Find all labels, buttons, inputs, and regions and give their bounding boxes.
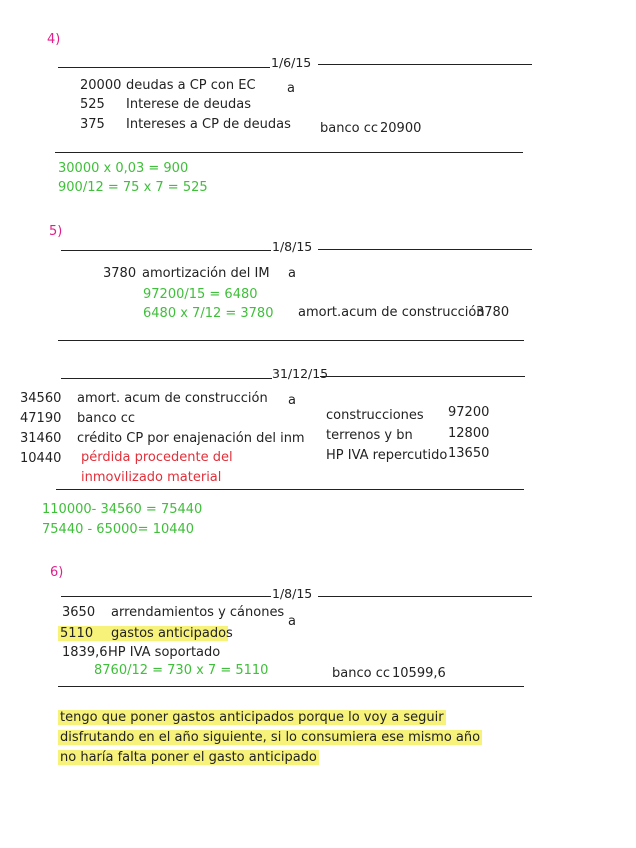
entry-5b-debit-amount: 47190	[20, 411, 62, 426]
entry-4-debit-account: Interese de deudas	[126, 97, 251, 112]
entry-5-footer-line	[58, 340, 524, 341]
entry-5b-footer-line	[56, 489, 524, 490]
entry-6-debit-account: HP IVA soportado	[108, 645, 221, 660]
entry-4-calc: 30000 x 0,03 = 900	[58, 161, 189, 176]
entry-6-calc: 8760/12 = 730 x 7 = 5110	[94, 663, 269, 678]
entry-4-debit-amount: 20000	[80, 78, 122, 93]
entry-6-debit-amount: 3650	[62, 605, 96, 620]
entry-5-debit-account: amortización del IM	[142, 266, 270, 281]
entry-6-note-line: tengo que poner gastos anticipados porque lo voy a seguir	[60, 710, 444, 725]
entry-5b-debit-account: banco cc	[77, 411, 135, 426]
entry-6-debit-amount: 1839,6	[62, 645, 108, 660]
entry-4-date: 1/6/15	[271, 55, 312, 70]
entry-5b-header-line-left	[61, 378, 272, 379]
entry-6-debit-amount: 5110	[60, 626, 94, 641]
entry-5b-debit-amount: 34560	[20, 391, 62, 406]
entry-6-number: 6)	[50, 565, 64, 580]
entry-6-header-line-left	[61, 596, 271, 597]
entry-6-note-line: no haría falta poner el gasto anticipado	[60, 750, 317, 765]
entry-5-date: 1/8/15	[272, 239, 313, 254]
entry-5b-credit-amount: 97200	[448, 405, 490, 420]
entry-5b-debit-account: crédito CP por enajenación del inm	[77, 431, 305, 446]
entry-6-credit-amount: 10599,6	[392, 666, 446, 681]
entry-6-debit-account: gastos anticipados	[111, 626, 233, 641]
entry-5-debit-amount: 3780	[103, 266, 137, 281]
entry-6-date: 1/8/15	[272, 586, 313, 601]
entry-5b-debit-account-red: inmovilizado material	[81, 470, 222, 485]
entry-4-debit-account: deudas a CP con EC	[126, 78, 256, 93]
entry-4-debit-amount: 375	[80, 117, 105, 132]
entry-5b-credit-amount: 12800	[448, 426, 490, 441]
entry-4-credit-amount: 20900	[380, 121, 422, 136]
entry-5b-a: a	[288, 393, 296, 408]
entry-5-header-line-left	[61, 250, 271, 251]
entry-5-calc: 6480 x 7/12 = 3780	[143, 306, 274, 321]
entry-5b-calc: 110000- 34560 = 75440	[42, 502, 203, 517]
entry-5-number: 5)	[49, 224, 63, 239]
entry-4-header-line-left	[58, 67, 270, 68]
entry-5b-credit-account: terrenos y bn	[326, 428, 413, 443]
entry-6-note-line: disfrutando en el año siguiente, si lo consumiera ese mismo año	[60, 730, 481, 745]
entry-5-a: a	[288, 266, 296, 281]
entry-6-credit-account: banco cc	[332, 666, 390, 681]
entry-6-highlighted-row	[58, 626, 233, 641]
entry-5-credit-amount: 3780	[476, 305, 510, 320]
entry-5-credit-account: amort.acum de construcción	[298, 305, 485, 320]
entry-6-header-line-right	[318, 596, 532, 597]
entry-5-header-line-right	[318, 249, 532, 250]
entry-4-credit-account: banco cc	[320, 121, 378, 136]
entry-4-header-line-right	[318, 64, 532, 65]
entry-4-number: 4)	[47, 32, 61, 47]
entry-5b-credit-amount: 13650	[448, 446, 490, 461]
entry-4-calc: 900/12 = 75 x 7 = 525	[58, 180, 208, 195]
entry-5-calc: 97200/15 = 6480	[143, 287, 258, 302]
entry-4-footer-line	[55, 152, 523, 153]
entry-5b-credit-account: construcciones	[326, 408, 424, 423]
entry-5b-credit-account: HP IVA repercutido	[326, 448, 448, 463]
entry-5b-date: 31/12/15	[272, 366, 329, 381]
entry-6-a: a	[288, 614, 296, 629]
entry-5b-debit-amount: 10440	[20, 451, 62, 466]
entry-5b-debit-account: amort. acum de construcción	[77, 391, 268, 406]
entry-5b-debit-amount: 31460	[20, 431, 62, 446]
entry-5b-debit-account-red: pérdida procedente del	[81, 450, 233, 465]
entry-5b-calc: 75440 - 65000= 10440	[42, 522, 195, 537]
entry-4-a: a	[287, 81, 295, 96]
entry-4-debit-amount: 525	[80, 97, 105, 112]
entry-6-footer-line	[58, 686, 524, 687]
entry-6-debit-account: arrendamientos y cánones	[111, 605, 285, 620]
entry-5b-header-line-right	[320, 376, 525, 377]
entry-4-debit-account: Intereses a CP de deudas	[126, 117, 291, 132]
